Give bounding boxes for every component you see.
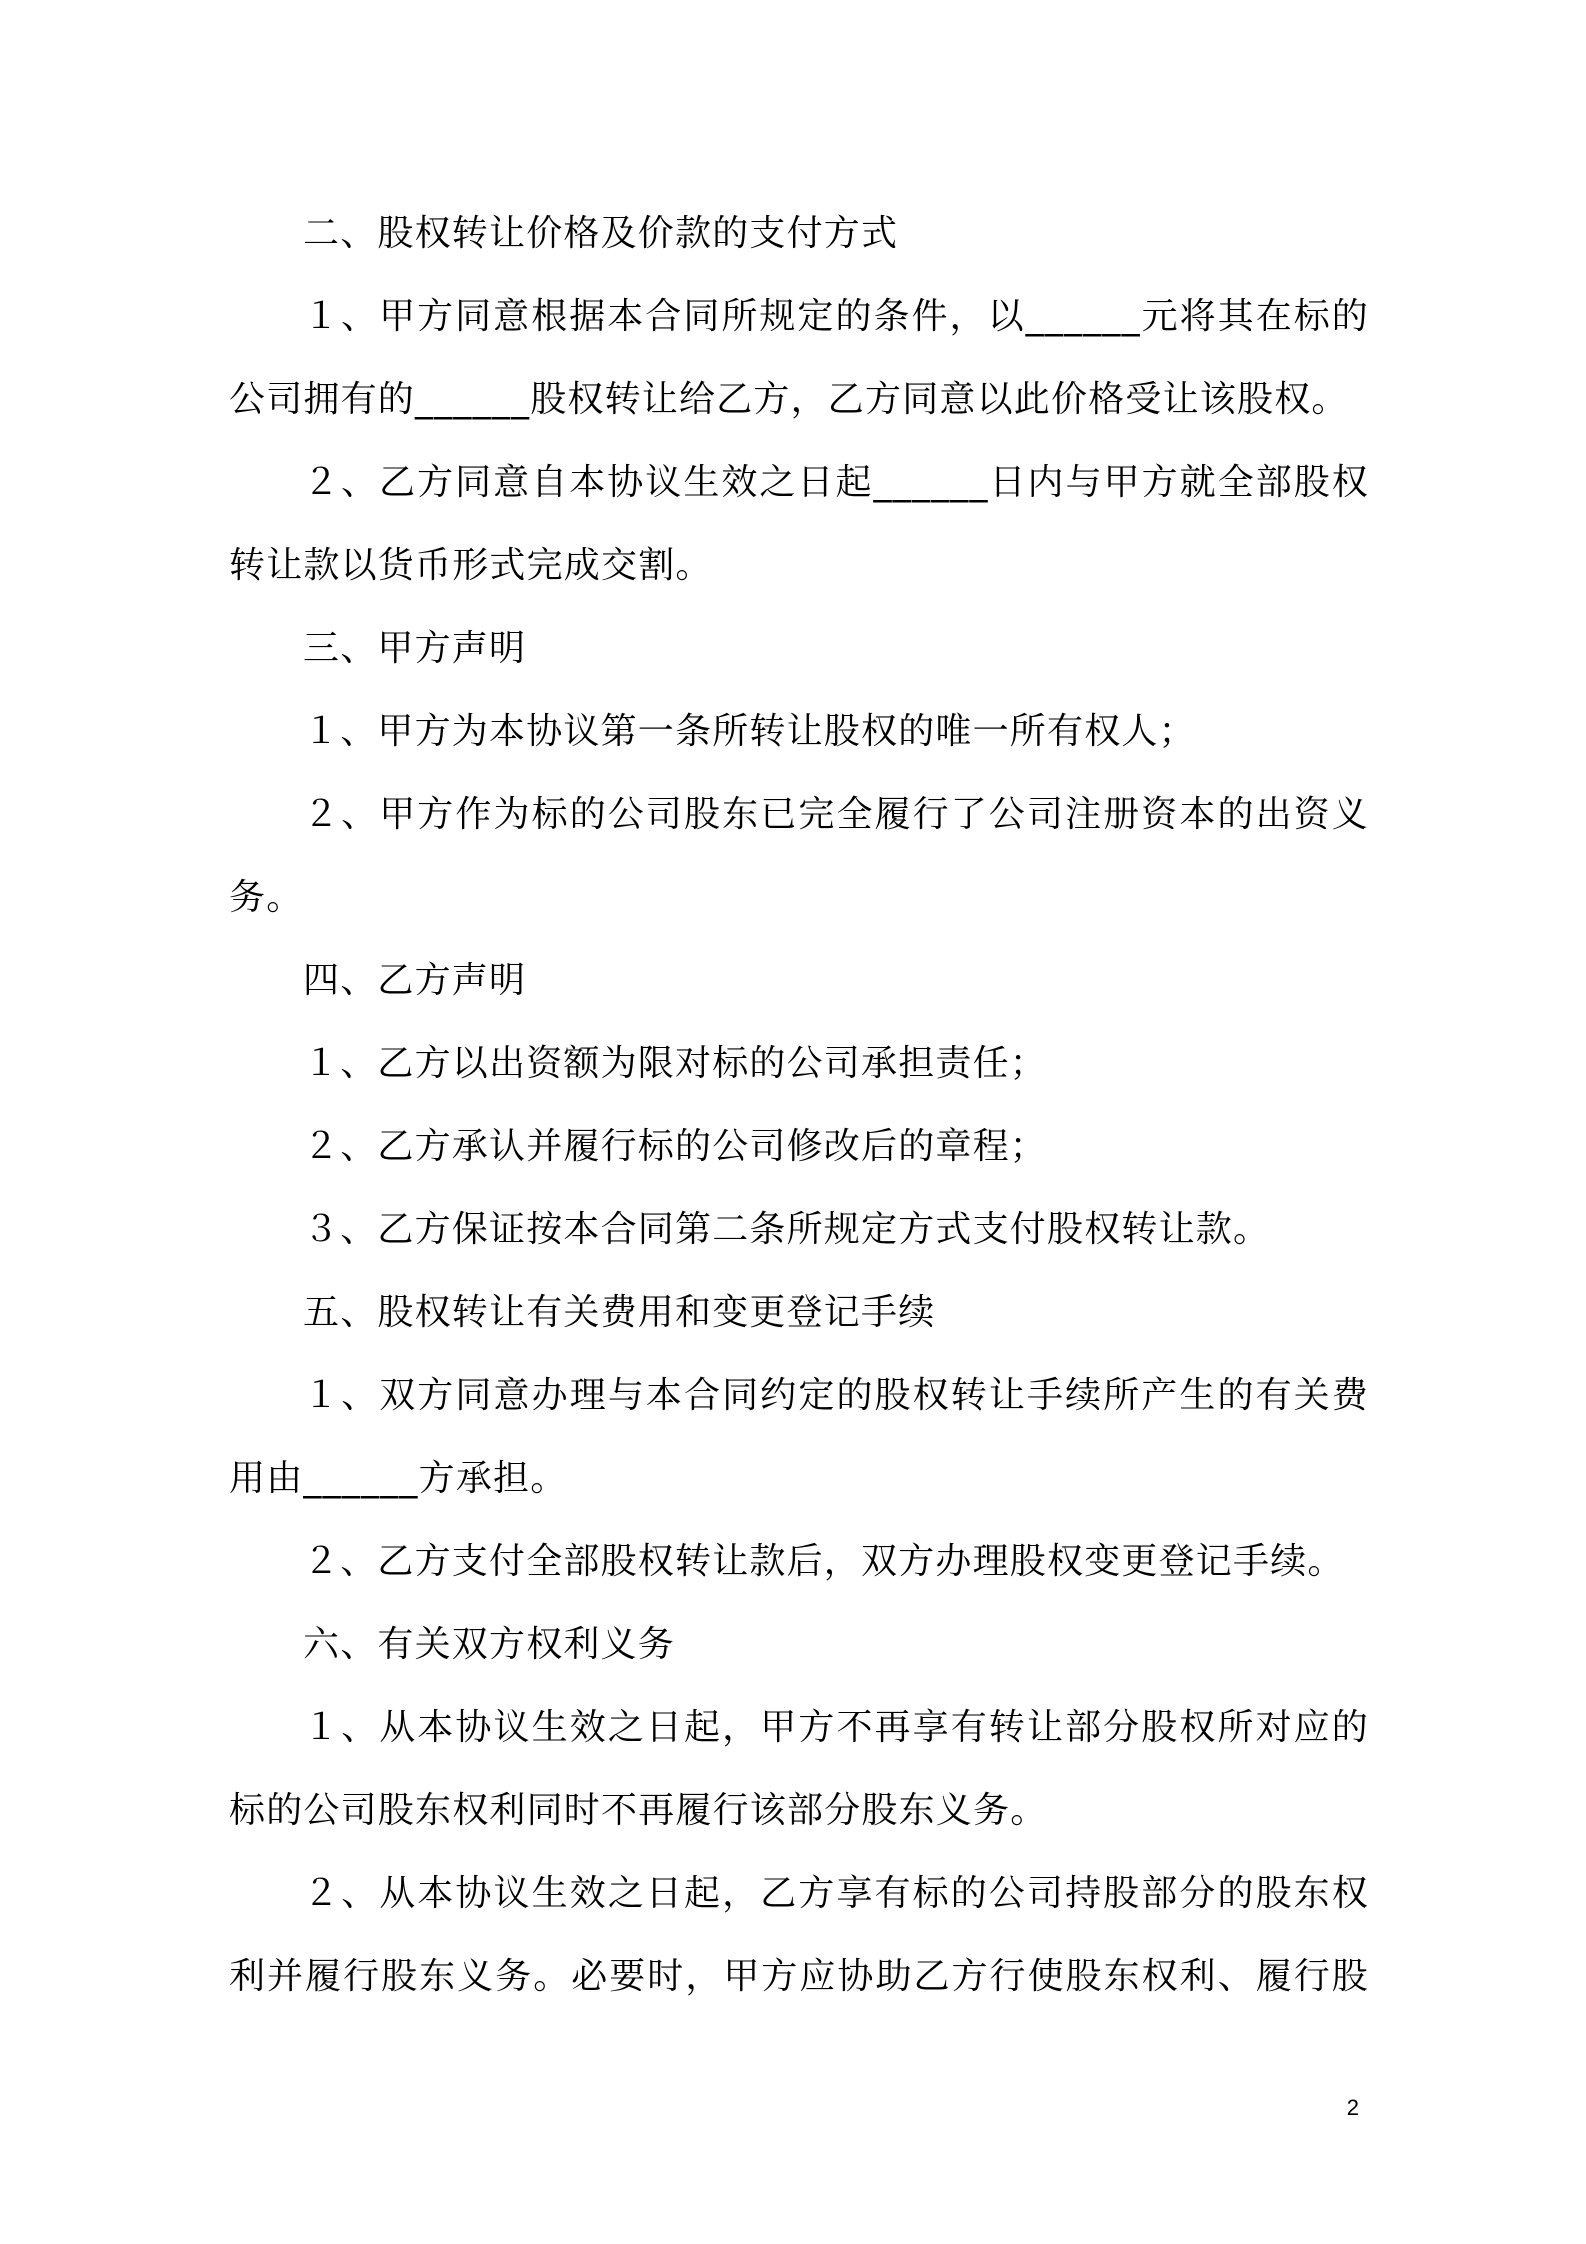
paragraph-line: １、从本协议生效之日起，甲方不再享有转让部分股权所对应的 xyxy=(303,1707,1369,1748)
paragraph-line: ２、乙方支付全部股权转让款后，双方办理股权变更登记手续。 xyxy=(303,1541,1345,1582)
section-heading-party-a-declaration: 三、甲方声明 xyxy=(303,628,527,669)
section-heading-fees-registration: 五、股权转让有关费用和变更登记手续 xyxy=(303,1292,936,1333)
section-heading-party-b-declaration: 四、乙方声明 xyxy=(303,960,527,1001)
paragraph-line: 转让款以货币形式完成交割。 xyxy=(229,545,713,586)
paragraph-line: ３、乙方保证按本合同第二条所规定方式支付股权转让款。 xyxy=(303,1209,1271,1250)
section-heading-rights-obligations: 六、有关双方权利义务 xyxy=(303,1624,676,1665)
paragraph-line: 利并履行股东义务。必要时，甲方应协助乙方行使股东权利、履行股 xyxy=(229,1956,1369,1997)
paragraph-line: 用由______方承担。 xyxy=(229,1458,568,1499)
paragraph-line: １、乙方以出资额为限对标的公司承担责任； xyxy=(303,1043,1048,1084)
paragraph-line: 务。 xyxy=(229,877,304,918)
paragraph-line: ２、乙方承认并履行标的公司修改后的章程； xyxy=(303,1126,1048,1167)
section-heading-price-payment: 二、股权转让价格及价款的支付方式 xyxy=(303,213,899,254)
paragraph-line: ２、甲方作为标的公司股东已完全履行了公司注册资本的出资义 xyxy=(303,794,1369,835)
paragraph-line: １、甲方同意根据本合同所规定的条件，以______元将其在标的 xyxy=(303,296,1369,337)
paragraph-line: １、双方同意办理与本合同约定的股权转让手续所产生的有关费 xyxy=(303,1375,1369,1416)
page-number: 2 xyxy=(1346,2095,1359,2120)
paragraph-line: 标的公司股东权利同时不再履行该部分股东义务。 xyxy=(229,1790,1048,1831)
paragraph-line: 公司拥有的______股权转让给乙方，乙方同意以此价格受让该股权。 xyxy=(229,379,1349,420)
paragraph-line: ２、从本协议生效之日起，乙方享有标的公司持股部分的股东权 xyxy=(303,1873,1369,1914)
document-body xyxy=(229,192,1369,2018)
paragraph-line: １、甲方为本协议第一条所转让股权的唯一所有权人； xyxy=(303,711,1196,752)
paragraph-line: ２、乙方同意自本协议生效之日起______日内与甲方就全部股权 xyxy=(303,462,1369,503)
